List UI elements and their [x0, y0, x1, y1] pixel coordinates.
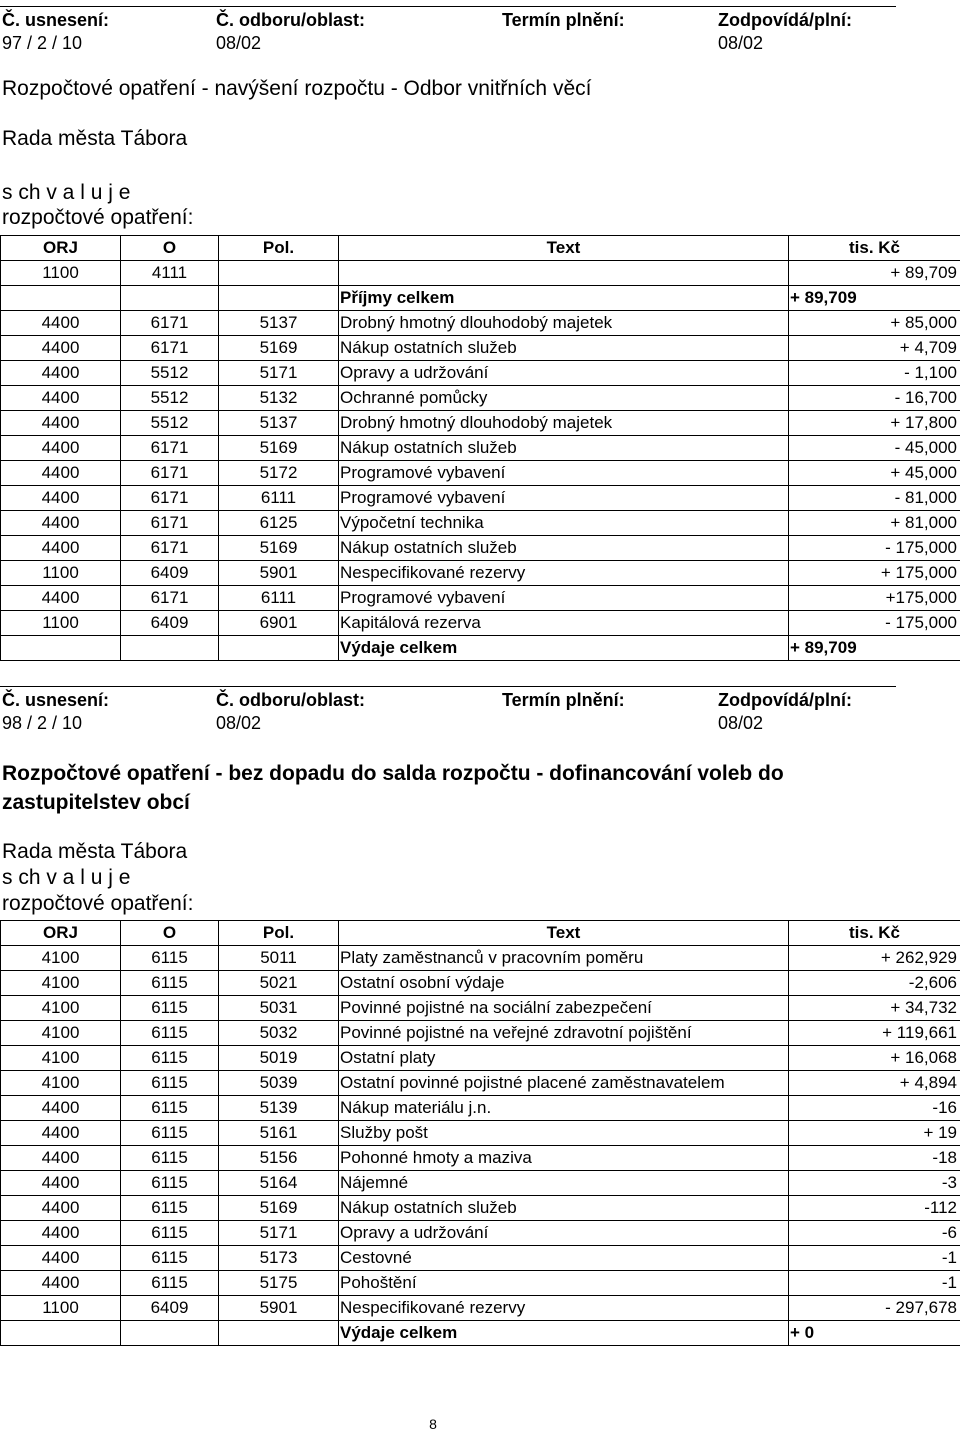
table-row	[1, 436, 960, 461]
table-row	[1, 261, 960, 286]
cell-amount: - 1,100	[789, 361, 960, 386]
cell-text: Výpočetní technika	[339, 511, 789, 536]
cell-orj: 1100	[1, 261, 121, 286]
table-row	[1, 461, 960, 486]
total-row	[1, 636, 960, 661]
measure-label: rozpočtové opatření:	[2, 206, 194, 229]
cell-o: 6409	[121, 561, 219, 586]
cell-amount: + 45,000	[789, 461, 960, 486]
cell-pol: 5173	[219, 1246, 339, 1271]
cell-o: 6171	[121, 336, 219, 361]
cell-text: Pohonné hmoty a maziva	[339, 1146, 789, 1171]
table-row	[1, 996, 960, 1021]
income-total-label: Příjmy celkem	[339, 286, 789, 311]
cell-o: 6115	[121, 1021, 219, 1046]
cell-amount: - 45,000	[789, 436, 960, 461]
table-header-row	[1, 236, 960, 261]
cell-text: Cestovné	[339, 1246, 789, 1271]
cell-orj: 4100	[1, 996, 121, 1021]
cell-pol: 5137	[219, 311, 339, 336]
cell-amount: -1	[789, 1271, 960, 1296]
cell-text: Nájemné	[339, 1171, 789, 1196]
department-value: 08/02	[216, 713, 262, 733]
cell-orj: 4400	[1, 511, 121, 536]
resolution-number-label: Č. usnesení:	[2, 10, 110, 30]
cell-pol: 5171	[219, 1221, 339, 1246]
table-row	[1, 1071, 960, 1096]
table-row	[1, 411, 960, 436]
cell-o: 6115	[121, 1071, 219, 1096]
table-row	[1, 386, 960, 411]
cell-orj: 1100	[1, 1296, 121, 1321]
cell-o: 6171	[121, 511, 219, 536]
cell-amount: + 81,000	[789, 511, 960, 536]
cell-o: 6171	[121, 436, 219, 461]
cell-pol: 6125	[219, 511, 339, 536]
table-row	[1, 971, 960, 996]
cell-amount: -18	[789, 1146, 960, 1171]
cell-o: 6171	[121, 311, 219, 336]
cell-orj: 4400	[1, 1196, 121, 1221]
table-row	[1, 1171, 960, 1196]
col-amount: tis. Kč	[789, 921, 960, 946]
section-title: Rozpočtové opatření - navýšení rozpočtu - Odbor vnitřních věcí	[2, 77, 592, 100]
cell-pol: 5901	[219, 1296, 339, 1321]
cell-text: Kapitálová rezerva	[339, 611, 789, 636]
cell-o: 5512	[121, 411, 219, 436]
cell-orj: 1100	[1, 561, 121, 586]
cell-amount: + 89,709	[789, 261, 960, 286]
cell-amount: - 16,700	[789, 386, 960, 411]
cell-orj: 4400	[1, 1171, 121, 1196]
cell-o: 6115	[121, 1196, 219, 1221]
income-total-amount: + 89,709	[789, 286, 960, 311]
cell-text: Služby pošt	[339, 1121, 789, 1146]
table-row	[1, 1271, 960, 1296]
table-row	[1, 361, 960, 386]
cell-o: 6115	[121, 1146, 219, 1171]
cell-text: Nákup materiálu j.n.	[339, 1096, 789, 1121]
council-name: Rada města Tábora	[2, 840, 188, 863]
cell-pol: 5137	[219, 411, 339, 436]
cell-orj: 4400	[1, 486, 121, 511]
cell-pol: 6111	[219, 586, 339, 611]
cell-pol: 6901	[219, 611, 339, 636]
cell-o: 5512	[121, 361, 219, 386]
cell-orj: 4400	[1, 1221, 121, 1246]
table-row	[1, 1146, 960, 1171]
cell-pol: 5164	[219, 1171, 339, 1196]
cell-amount: + 119,661	[789, 1021, 960, 1046]
table-row	[1, 1296, 960, 1321]
table-row	[1, 1021, 960, 1046]
cell-orj: 4400	[1, 361, 121, 386]
col-o: O	[121, 921, 219, 946]
cell-pol	[219, 261, 339, 286]
cell-amount: - 175,000	[789, 536, 960, 561]
cell-orj: 4100	[1, 1071, 121, 1096]
cell-o: 5512	[121, 386, 219, 411]
cell-text: Nespecifikované rezervy	[339, 561, 789, 586]
cell-o: 6115	[121, 1046, 219, 1071]
col-text: Text	[339, 236, 789, 261]
measure-label: rozpočtové opatření:	[2, 892, 194, 915]
table-row	[1, 611, 960, 636]
col-amount: tis. Kč	[789, 236, 960, 261]
cell-amount: - 81,000	[789, 486, 960, 511]
section-title: Rozpočtové opatření - bez dopadu do salda rozpočtu - dofinancování voleb do zastupitelstev obcí	[2, 762, 784, 814]
expense-total-label: Výdaje celkem	[339, 636, 789, 661]
table-row	[1, 511, 960, 536]
col-orj: ORJ	[1, 236, 121, 261]
cell-pol: 5169	[219, 336, 339, 361]
table-row	[1, 1246, 960, 1271]
resolution-number: 97 / 2 / 10	[2, 33, 83, 53]
council-name: Rada města Tábora	[2, 127, 188, 150]
responsible-value: 08/02	[718, 713, 764, 733]
department-label: Č. odboru/oblast:	[216, 690, 365, 710]
cell-pol: 5019	[219, 1046, 339, 1071]
approves-text: s ch v a l u j e	[2, 866, 131, 889]
cell-pol: 5021	[219, 971, 339, 996]
table-row	[1, 561, 960, 586]
cell-amount: + 4,709	[789, 336, 960, 361]
cell-text: Ostatní povinné pojistné placené zaměstnavatelem	[339, 1071, 789, 1096]
table-row	[1, 486, 960, 511]
table-row	[1, 1121, 960, 1146]
cell-pol: 5171	[219, 361, 339, 386]
cell-text: Opravy a udržování	[339, 361, 789, 386]
cell-orj: 4400	[1, 336, 121, 361]
cell-orj: 4100	[1, 1021, 121, 1046]
cell-text: Nespecifikované rezervy	[339, 1296, 789, 1321]
cell-orj: 4400	[1, 411, 121, 436]
cell-amount: + 262,929	[789, 946, 960, 971]
budget-table-1	[0, 235, 960, 661]
cell-amount: + 17,800	[789, 411, 960, 436]
cell-o: 6171	[121, 486, 219, 511]
cell-o: 6115	[121, 946, 219, 971]
cell-orj: 4100	[1, 1046, 121, 1071]
cell-text: Povinné pojistné na sociální zabezpečení	[339, 996, 789, 1021]
deadline-label: Termín plnění:	[502, 690, 625, 710]
cell-pol: 5132	[219, 386, 339, 411]
cell-pol: 5031	[219, 996, 339, 1021]
cell-amount: + 34,732	[789, 996, 960, 1021]
col-pol: Pol.	[219, 921, 339, 946]
table-row	[1, 1046, 960, 1071]
resolution-number-label: Č. usnesení:	[2, 690, 110, 710]
col-orj: ORJ	[1, 921, 121, 946]
col-text: Text	[339, 921, 789, 946]
cell-o: 6171	[121, 461, 219, 486]
cell-text: Programové vybavení	[339, 461, 789, 486]
cell-orj: 4400	[1, 436, 121, 461]
cell-orj: 4400	[1, 1146, 121, 1171]
total-row	[1, 1321, 960, 1346]
cell-pol: 5169	[219, 536, 339, 561]
cell-text: Nákup ostatních služeb	[339, 1196, 789, 1221]
col-o: O	[121, 236, 219, 261]
responsible-value: 08/02	[718, 33, 764, 53]
cell-text: Pohoštění	[339, 1271, 789, 1296]
cell-orj: 4400	[1, 461, 121, 486]
resolution-header-1	[0, 6, 896, 55]
cell-o: 6171	[121, 536, 219, 561]
cell-pol: 5169	[219, 436, 339, 461]
cell-o: 6171	[121, 586, 219, 611]
cell-text	[339, 261, 789, 286]
cell-pol: 5011	[219, 946, 339, 971]
table-row	[1, 1221, 960, 1246]
cell-orj: 4100	[1, 946, 121, 971]
cell-text: Nákup ostatních služeb	[339, 536, 789, 561]
cell-orj: 4400	[1, 586, 121, 611]
cell-amount: -16	[789, 1096, 960, 1121]
cell-pol: 5032	[219, 1021, 339, 1046]
table-row	[1, 1096, 960, 1121]
department-label: Č. odboru/oblast:	[216, 10, 365, 30]
cell-o: 6115	[121, 1121, 219, 1146]
table-row	[1, 536, 960, 561]
cell-o: 6115	[121, 1246, 219, 1271]
page-number: 8	[429, 1416, 437, 1432]
resolution-header-2	[0, 686, 896, 735]
cell-amount: + 4,894	[789, 1071, 960, 1096]
cell-orj: 4400	[1, 1096, 121, 1121]
cell-pol: 5169	[219, 1196, 339, 1221]
cell-o: 6115	[121, 1171, 219, 1196]
total-row	[1, 286, 960, 311]
cell-o: 6115	[121, 971, 219, 996]
cell-orj: 4100	[1, 971, 121, 996]
cell-amount: -6	[789, 1221, 960, 1246]
cell-amount: + 85,000	[789, 311, 960, 336]
cell-text: Nákup ostatních služeb	[339, 336, 789, 361]
cell-orj: 4400	[1, 386, 121, 411]
cell-text: Drobný hmotný dlouhodobý majetek	[339, 311, 789, 336]
cell-text: Povinné pojistné na veřejné zdravotní pojištění	[339, 1021, 789, 1046]
cell-o: 6409	[121, 611, 219, 636]
cell-text: Platy zaměstnanců v pracovním poměru	[339, 946, 789, 971]
cell-pol: 5175	[219, 1271, 339, 1296]
deadline-label: Termín plnění:	[502, 10, 625, 30]
cell-orj: 4400	[1, 311, 121, 336]
table-row	[1, 1196, 960, 1221]
cell-amount: + 16,068	[789, 1046, 960, 1071]
cell-text: Drobný hmotný dlouhodobý majetek	[339, 411, 789, 436]
cell-amount: - 175,000	[789, 611, 960, 636]
expense-total-amount: + 0	[789, 1321, 960, 1346]
cell-o: 6115	[121, 1271, 219, 1296]
budget-table-2	[0, 920, 960, 1346]
resolution-number: 98 / 2 / 10	[2, 713, 83, 733]
approves-text: s ch v a l u j e	[2, 181, 131, 204]
table-row	[1, 586, 960, 611]
cell-amount: + 175,000	[789, 561, 960, 586]
cell-text: Programové vybavení	[339, 586, 789, 611]
cell-orj: 1100	[1, 611, 121, 636]
cell-amount: +175,000	[789, 586, 960, 611]
cell-o: 6115	[121, 1096, 219, 1121]
cell-orj: 4400	[1, 1121, 121, 1146]
cell-o: 4111	[121, 261, 219, 286]
cell-amount: - 297,678	[789, 1296, 960, 1321]
table-header-row	[1, 921, 960, 946]
cell-pol: 5172	[219, 461, 339, 486]
department-value: 08/02	[216, 33, 262, 53]
expense-total-label: Výdaje celkem	[339, 1321, 789, 1346]
cell-amount: -2,606	[789, 971, 960, 996]
cell-amount: + 19	[789, 1121, 960, 1146]
cell-amount: -112	[789, 1196, 960, 1221]
table-row	[1, 946, 960, 971]
cell-pol: 5139	[219, 1096, 339, 1121]
expense-total-amount: + 89,709	[789, 636, 960, 661]
cell-pol: 5039	[219, 1071, 339, 1096]
cell-orj: 4400	[1, 536, 121, 561]
cell-text: Opravy a udržování	[339, 1221, 789, 1246]
cell-text: Ochranné pomůcky	[339, 386, 789, 411]
cell-pol: 6111	[219, 486, 339, 511]
cell-pol: 5161	[219, 1121, 339, 1146]
cell-o: 6409	[121, 1296, 219, 1321]
cell-amount: -1	[789, 1246, 960, 1271]
cell-text: Ostatní osobní výdaje	[339, 971, 789, 996]
cell-text: Ostatní platy	[339, 1046, 789, 1071]
cell-amount: -3	[789, 1171, 960, 1196]
cell-pol: 5901	[219, 561, 339, 586]
responsible-label: Zodpovídá/plní:	[718, 690, 852, 710]
table-row	[1, 311, 960, 336]
col-pol: Pol.	[219, 236, 339, 261]
cell-o: 6115	[121, 996, 219, 1021]
cell-text: Nákup ostatních služeb	[339, 436, 789, 461]
cell-o: 6115	[121, 1221, 219, 1246]
cell-orj: 4400	[1, 1271, 121, 1296]
table-row	[1, 336, 960, 361]
cell-text: Programové vybavení	[339, 486, 789, 511]
cell-pol: 5156	[219, 1146, 339, 1171]
cell-orj: 4400	[1, 1246, 121, 1271]
responsible-label: Zodpovídá/plní:	[718, 10, 852, 30]
